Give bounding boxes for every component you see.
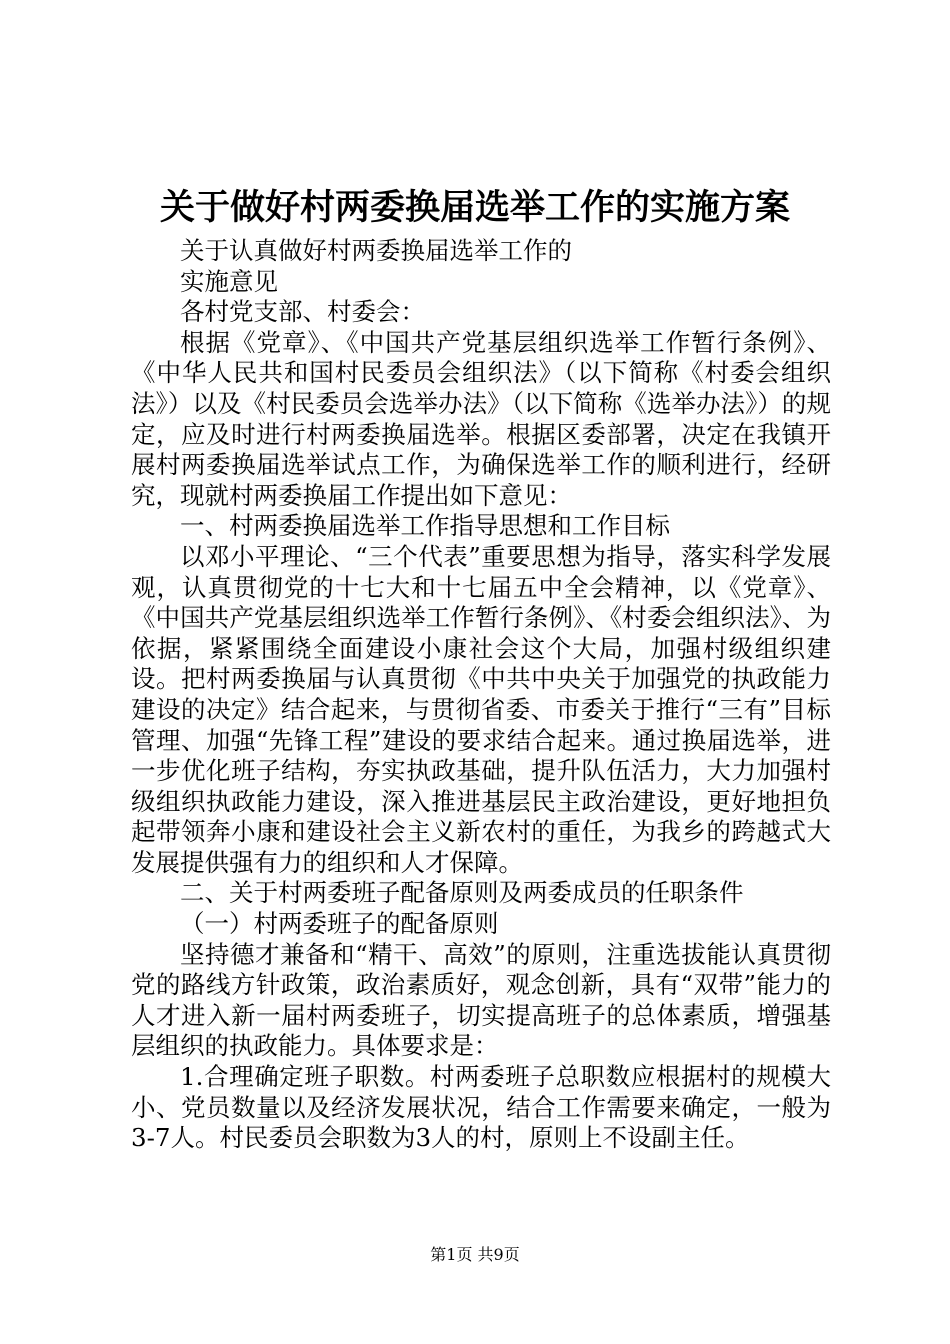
subtitle-line-2: 实施意见 xyxy=(180,266,278,296)
salutation: 各村党支部、村委会： xyxy=(180,297,425,327)
paragraph-basis: 根据《党章》、《中国共产党基层组织选举工作暂行条例》、《中华人民共和国村民委员会组织法》（以下简称《村委会组织法》）以及《村民委员会选举办法》（以下简称《选举办法》）的规定，应及时进行村两委换届选举。根据区委部署，决定在我镇开展村两委换届选举试点工作，为确保选举工作的顺利进行，经研究，现就村两委换届工作提出如下意见： xyxy=(131,327,831,510)
heading-subsection-1: （一）村两委班子的配备原则 xyxy=(180,909,499,939)
heading-section-2: 二、关于村两委班子配备原则及两委成员的任职条件 xyxy=(180,878,744,908)
document-body xyxy=(131,236,831,1154)
page-footer: 第1页 共9页 xyxy=(430,1245,520,1264)
paragraph-principles: 坚持德才兼备和“精干、高效”的原则，注重选拔能认真贯彻党的路线方针政策，政治素质好，观念创新，具有“双带”能力的人才进入新一届村两委班子，切实提高班子的总体素质，增强基层组织的执政能力。具体要求是： xyxy=(131,939,831,1061)
heading-section-1: 一、村两委换届选举工作指导思想和工作目标 xyxy=(180,511,670,541)
paragraph-guiding-thought: 以邓小平理论、“三个代表”重要思想为指导，落实科学发展观，认真贯彻党的十七大和十七届五中全会精神，以《党章》、《中国共产党基层组织选举工作暂行条例》、《村委会组织法》、为依据，紧紧围绕全面建设小康社会这个大局，加强村级组织建设。把村两委换届与认真贯彻《中共中央关于加强党的执政能力建设的决定》结合起来，与贯彻省委、市委关于推行“三有”目标管理、加强“先锋工程”建设的要求结合起来。通过换届选举，进一步优化班子结构，夯实执政基础，提升队伍活力，大力加强村级组织执政能力建设，深入推进基层民主政治建设，更好地担负起带领奔小康和建设社会主义新农村的重任，为我乡的跨越式大发展提供强有力的组织和人才保障。 xyxy=(131,541,831,877)
document-title: 关于做好村两委换届选举工作的实施方案 xyxy=(159,187,790,228)
paragraph-item-1: 1.合理确定班子职数。村两委班子总职数应根据村的规模大小、党员数量以及经济发展状况，结合工作需要来确定，一般为3-7人。村民委员会职数为3人的村，原则上不设副主任。 xyxy=(131,1062,831,1153)
subtitle-line-1: 关于认真做好村两委换届选举工作的 xyxy=(180,236,572,265)
